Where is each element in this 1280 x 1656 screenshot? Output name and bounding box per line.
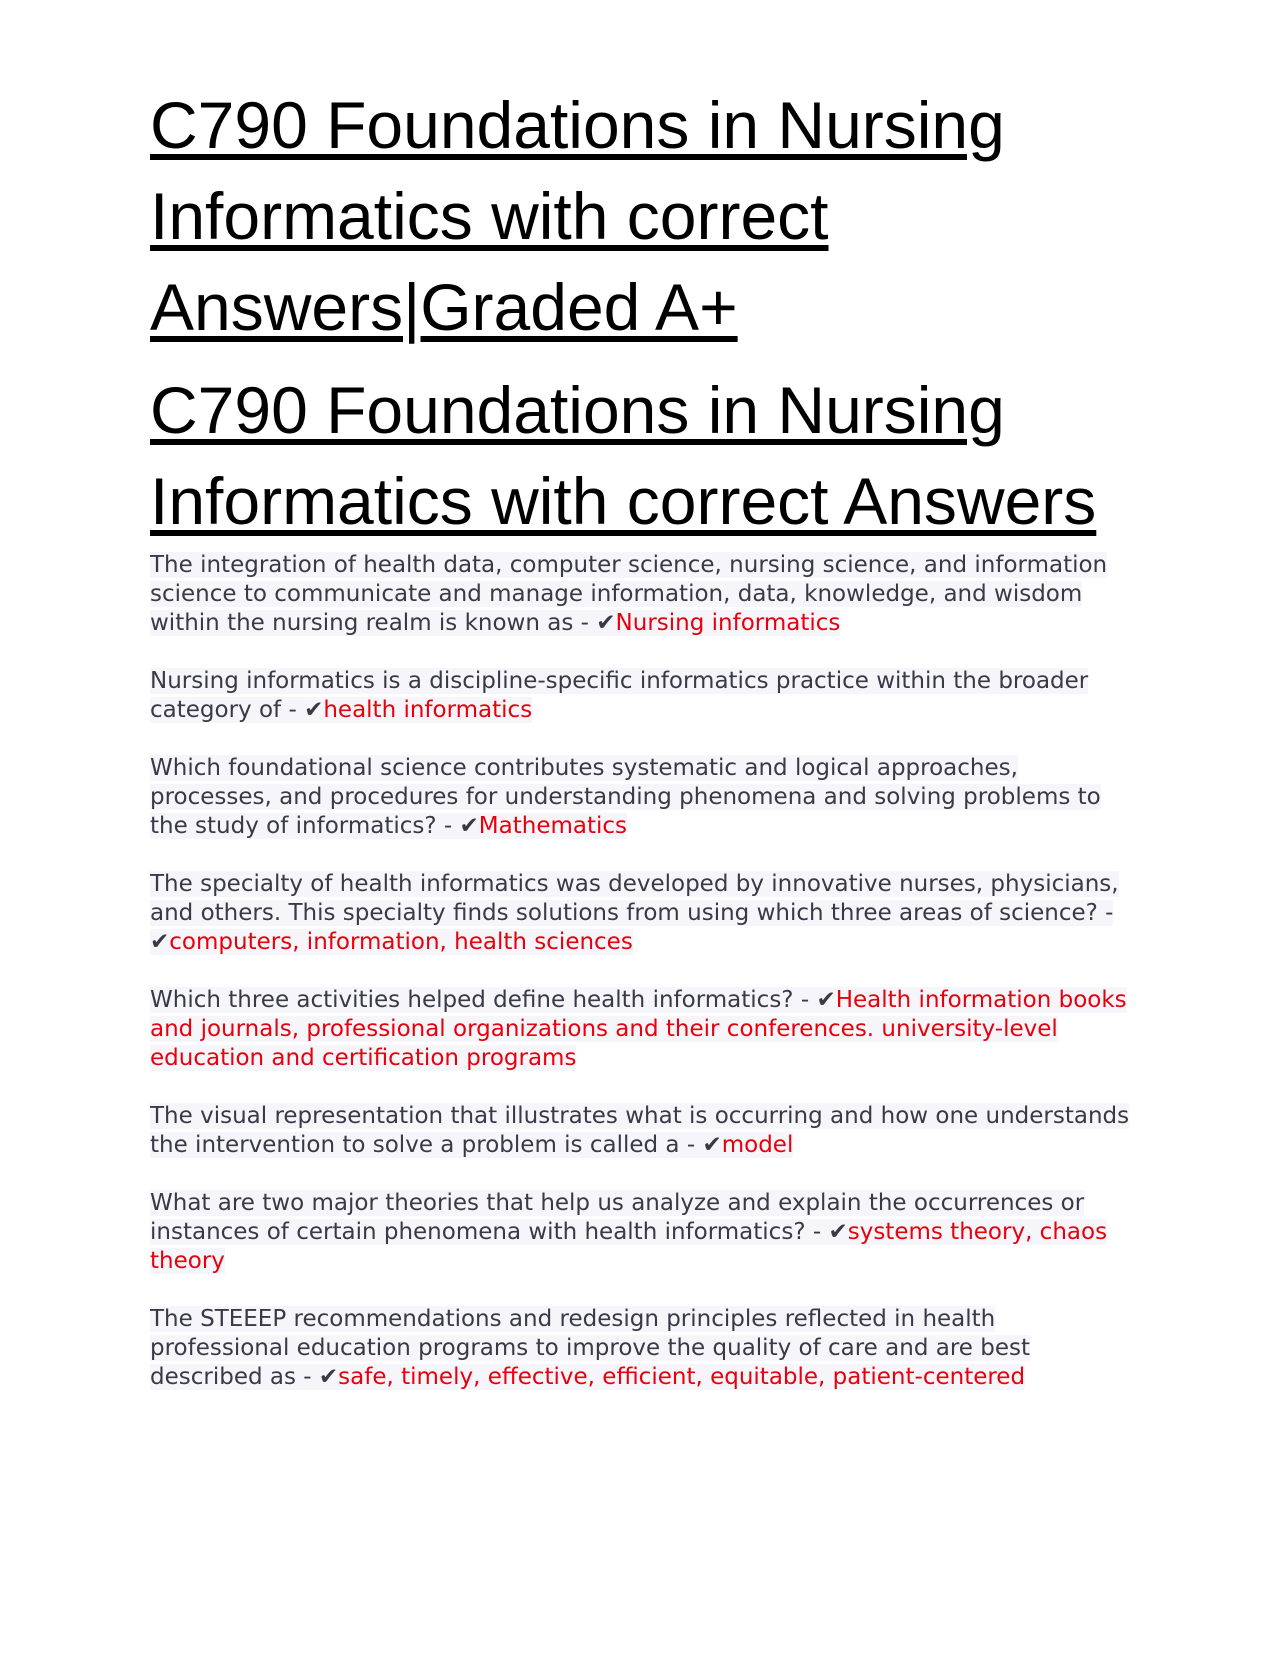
answer-text: systems theory, chaos theory: [150, 1219, 1108, 1274]
document-page: [150, 80, 1130, 1421]
qa-list: [150, 551, 1130, 1392]
document-title-text: C790 Foundations in Nursing Informatics with correct Answers|Graded A+: [150, 88, 1005, 344]
answer-text: model: [721, 1132, 794, 1158]
question-text: Which foundational science contributes systematic and logical approaches, processes, and procedures for understanding phenomena and solving problems to the study of informatics? -: [150, 755, 1101, 839]
qa-item: [150, 870, 1130, 957]
answer-text: computers, information, health sciences: [169, 929, 633, 955]
question-text: Which three activities helped define health informatics? -: [150, 987, 817, 1013]
document-subtitle-text: C790 Foundations in Nursing Informatics with correct Answers: [150, 373, 1097, 538]
answer-text: Nursing informatics: [615, 610, 841, 636]
question-text: The STEEEP recommendations and redesign principles reflected in health professional education programs to improve the quality of care and are best described as -: [150, 1306, 1030, 1390]
check-icon: ✔: [150, 929, 170, 955]
qa-item: [150, 551, 1130, 638]
qa-item: [150, 1305, 1130, 1392]
answer-text: safe, timely, effective, efficient, equitable, patient-centered: [338, 1364, 1026, 1390]
document-title: [150, 80, 1130, 353]
question-text: The integration of health data, computer science, nursing science, and information science to communicate and manage information, data, knowledge, and wisdom within the nursing realm is known as -: [150, 552, 1108, 636]
question-text: Nursing informatics is a discipline-specific informatics practice within the broader category of -: [150, 668, 1089, 723]
qa-item: [150, 986, 1130, 1073]
check-icon: ✔: [318, 1364, 339, 1390]
question-text: The specialty of health informatics was developed by innovative nurses, physicians, and others. This specialty finds solutions from using which three areas of science? -: [150, 871, 1119, 926]
answer-text: Health information books and journals, professional organizations and their conferences. university-level education and certification programs: [150, 987, 1127, 1071]
qa-item: [150, 754, 1130, 841]
check-icon: ✔: [596, 610, 616, 636]
check-icon: ✔: [828, 1219, 848, 1245]
answer-text: health informatics: [323, 697, 533, 723]
document-subtitle: [150, 365, 1130, 547]
check-icon: ✔: [702, 1132, 722, 1158]
question-text: What are two major theories that help us analyze and explain the occurrences or instances of certain phenomena with health informatics? -: [150, 1190, 1085, 1245]
qa-item: [150, 1102, 1130, 1160]
qa-item: [150, 667, 1130, 725]
check-icon: ✔: [459, 813, 479, 839]
check-icon: ✔: [816, 987, 836, 1013]
qa-item: [150, 1189, 1130, 1276]
answer-text: Mathematics: [478, 813, 628, 839]
question-text: The visual representation that illustrates what is occurring and how one understands the intervention to solve a problem is called a -: [150, 1103, 1130, 1158]
check-icon: ✔: [304, 697, 324, 723]
